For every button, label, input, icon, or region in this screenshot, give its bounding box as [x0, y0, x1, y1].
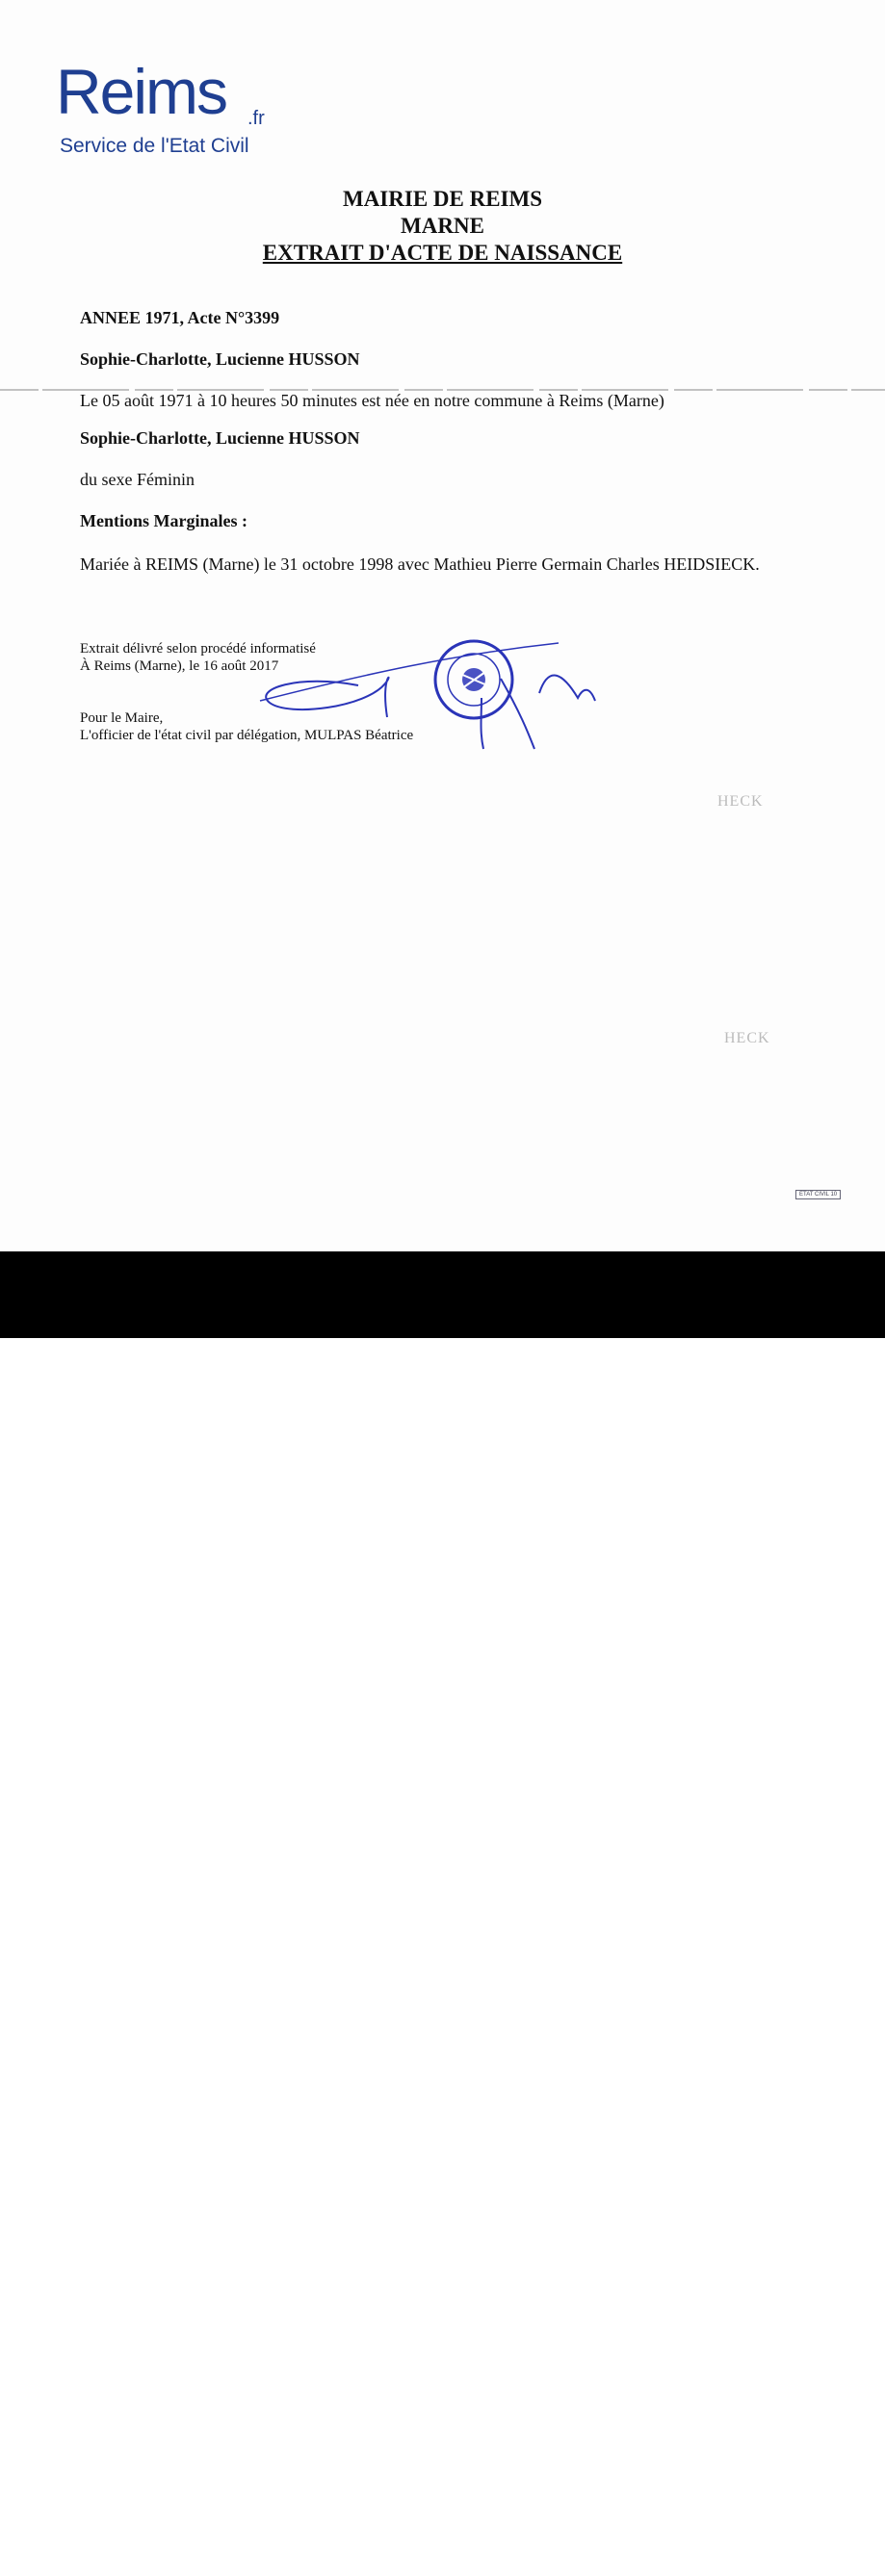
- sex-line: du sexe Féminin: [80, 470, 195, 489]
- transfer-text-ghost: HECK: [724, 1030, 770, 1046]
- watermark-banner: [0, 1251, 885, 2575]
- delivery-line-1: Extrait délivré selon procédé informatisé: [80, 641, 316, 657]
- document-title-text: EXTRAIT D'ACTE DE NAISSANCE: [262, 241, 623, 265]
- year-act-number: ANNEE 1971, Acte N°3399: [80, 308, 280, 327]
- form-code: ETAT CIVIL 10: [795, 1190, 841, 1199]
- image-id: KTM5BC: [715, 2522, 777, 2538]
- name-line: Sophie-Charlotte, Lucienne HUSSON: [80, 428, 360, 448]
- for-mayor: Pour le Maire,: [80, 710, 164, 726]
- header-department: MARNE: [401, 214, 484, 238]
- marriage-mention: Mariée à REIMS (Marne) le 31 octobre 1998 avec Mathieu Pierre Germain Charles HEIDSIECK.: [80, 554, 760, 574]
- birth-sentence: Le 05 août 1971 à 10 heures 50 minutes est née en notre commune à Reims (Marne): [80, 391, 664, 410]
- signature-stroke: [266, 678, 388, 717]
- name-heading: Sophie-Charlotte, Lucienne HUSSON: [80, 349, 360, 369]
- signature-flourish: [482, 675, 596, 749]
- watermark-url: www.alamy.com: [691, 2547, 809, 2565]
- delivery-date: À Reims (Marne), le 16 août 2017: [80, 658, 279, 674]
- document-page: [0, 0, 885, 1251]
- signature-and-stamp: [0, 0, 885, 866]
- transfer-text-ghost: HECK: [717, 793, 764, 810]
- reims-logo-suffix: .fr: [247, 108, 265, 129]
- header-mairie: MAIRIE DE REIMS: [342, 187, 543, 211]
- signature-stroke-long: [260, 643, 559, 701]
- logo-subtitle: Service de l'Etat Civil: [60, 135, 249, 157]
- officer-signatory: L'officier de l'état civil par délégation, MULPAS Béatrice: [80, 728, 414, 743]
- alamy-logo: alamy: [21, 2517, 156, 2575]
- reims-logo: Reims: [56, 56, 227, 127]
- mentions-heading: Mentions Marginales :: [80, 511, 247, 530]
